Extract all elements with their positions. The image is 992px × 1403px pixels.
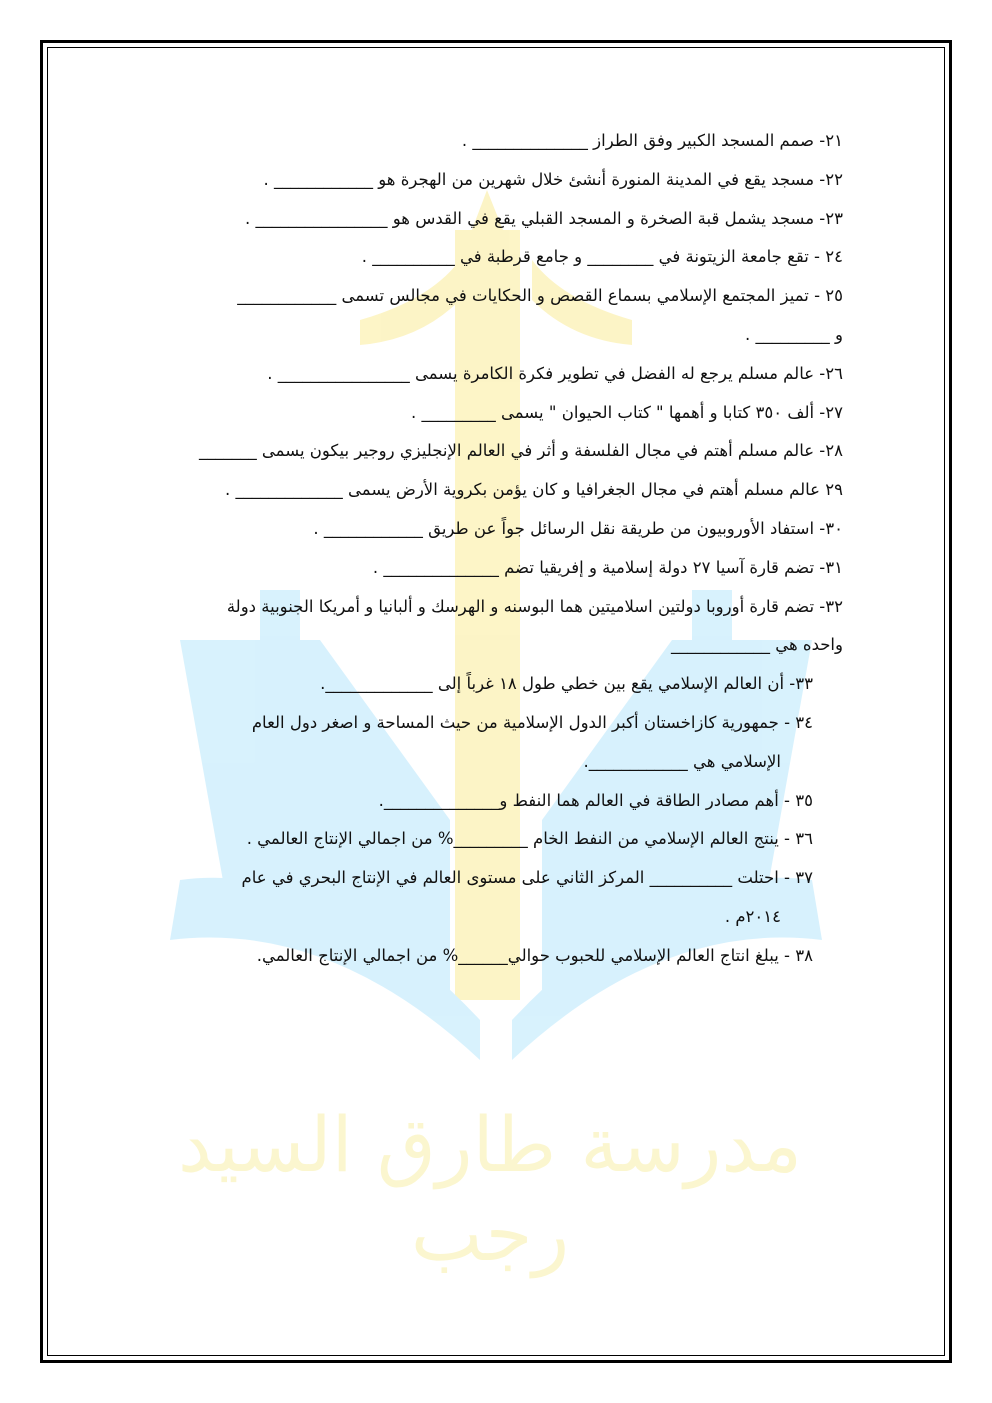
question-38: ٣٨ - يبلغ انتاج العالم الإسلامي للحبوب حوالي______% من اجمالي الإنتاج العالمي. — [256, 945, 813, 965]
question-23: ٢٣- مسجد يشمل قبة الصخرة و المسجد القبلي يقع في القدس هو ________________ . — [244, 208, 843, 228]
question-37: ٣٧ - احتلت __________ المركز الثاني على مستوى العالم في الإنتاج البحري في عام — [241, 868, 813, 888]
question-22: ٢٢- مسجد يقع في المدينة المنورة أنشئ خلال شهرين من الهجرة هو ____________ . — [263, 169, 843, 189]
question-21: ٢١- صمم المسجد الكبير وفق الطراز ______________ . — [461, 131, 843, 150]
question-25-continuation: و _________ . — [745, 324, 843, 344]
question-31: ٣١- تضم قارة آسيا ٢٧ دولة إسلامية و إفريقيا تضم ______________ . — [372, 557, 843, 577]
question-35: ٣٥ - أهم مصادر الطاقة في العالم هما النفط و______________. — [378, 790, 813, 810]
question-37-continuation: ٢٠١٤م . — [724, 906, 781, 926]
question-32-continuation: واحده هي ____________ — [670, 635, 843, 655]
question-26: ٢٦- عالم مسلم يرجع له الفضل في تطوير فكرة الكامرة يسمى ________________ . — [267, 363, 843, 383]
question-28: ٢٨- عالم مسلم أهتم في مجال الفلسفة و أثر في العالم الإنجليزي روجير بيكون يسمى _______ — [198, 441, 843, 461]
question-27: ٢٧- ألف ٣٥٠ كتابا و أهمها " كتاب الحيوان " يسمى _________ . — [411, 402, 843, 422]
question-34: ٣٤ - جمهورية كازاخستان أكبر الدول الإسلامية من حيث المساحة و اصغر دول العام — [251, 712, 813, 732]
question-30: ٣٠- استفاد الأوروبيون من طريقة نقل الرسائل جواً عن طريق ____________ . — [313, 518, 843, 538]
question-24: ٢٤ - تقع جامعة الزيتونة في ________ و جامع قرطبة في __________ . — [361, 247, 843, 267]
questions-list — [150, 122, 843, 976]
question-32: ٣٢- تضم قارة أوروبا دولتين اسلاميتين هما البوسنه و الهرسك و ألبانيا و أمريكا الجنوبية دولة — [226, 596, 843, 616]
question-36: ٣٦ - ينتج العالم الإسلامي من النفط الخام _________% من اجمالي الإنتاج العالمي . — [246, 829, 813, 849]
question-33: ٣٣- أن العالم الإسلامي يقع بين خطي طول ١٨ غرباً إلى _____________. — [320, 674, 813, 694]
question-29: ٢٩ عالم مسلم أهتم في مجال الجغرافيا و كان يؤمن بكروية الأرض يسمى _____________ . — [225, 480, 843, 500]
question-34-continuation: الإسلامي هي ____________. — [583, 751, 781, 771]
question-25: ٢٥ - تميز المجتمع الإسلامي بسماع القصص و الحكايات في مجالس تسمى ____________ — [237, 286, 843, 306]
watermark-school-name: مدرسة طارق السيد رجب — [177, 1100, 803, 1278]
